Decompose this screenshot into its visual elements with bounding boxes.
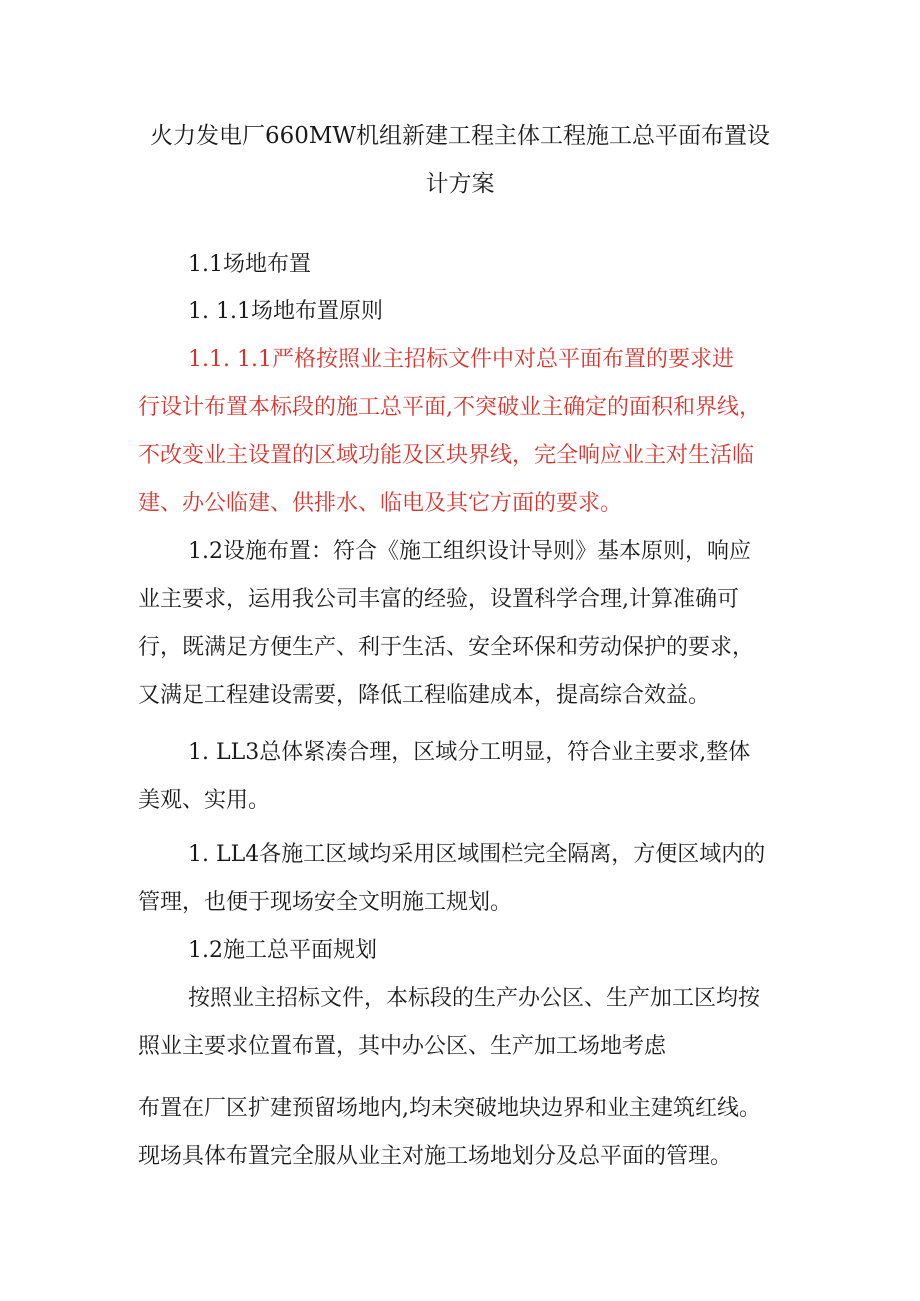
heading-1-1-1: 1. 1.1场地布置原则 [188, 299, 383, 324]
heading-1-2: 1.2施工总平面规划 [188, 938, 377, 963]
paragraph-line: 现场具体布置完全服从业主对施工场地划分及总平面的管理。 [138, 1144, 733, 1169]
paragraph-line: 布置在厂区扩建预留场地内,均未突破地块边界和业主建筑红线。 [138, 1096, 761, 1121]
paragraph-line: 1. LL3总体紧凑合理，区域分工明显，符合业主要求,整体 [188, 740, 751, 765]
title-line-1: 火力发电厂660MW机组新建工程主体工程施工总平面布置设 [149, 123, 771, 149]
paragraph-line: 行设计布置本标段的施工总平面,不突破业主确定的面积和界线， [138, 395, 761, 420]
paragraph-line: 又满足工程建设需要，降低工程临建成本，提高综合效益。 [138, 683, 711, 708]
title-line-2: 计方案 [425, 171, 495, 197]
paragraph-line: 管理，也便于现场安全文明施工规划。 [138, 890, 513, 915]
paragraph-line: 不改变业主设置的区域功能及区块界线，完全响应业主对生活临 [138, 443, 755, 468]
paragraph-line: 行，既满足方便生产、利于生活、安全环保和劳动保护的要求， [138, 635, 755, 660]
paragraph-line: 1.2设施布置：符合《施工组织设计导则》基本原则，响应 [188, 539, 751, 564]
heading-1-1: 1.1场地布置 [188, 252, 311, 277]
paragraph-line: 美观、实用。 [138, 788, 271, 813]
paragraph-line: 建、办公临建、供排水、临电及其它方面的要求。 [138, 491, 623, 516]
paragraph-line: 业主要求，运用我公司丰富的经验，设置科学合理,计算准确可 [138, 587, 739, 612]
document-title [138, 112, 782, 208]
paragraph-line: 1.1. 1.1严格按照业主招标文件中对总平面布置的要求进 [188, 347, 734, 372]
paragraph-line: 照业主要求位置布置，其中办公区、生产加工场地考虑 [138, 1034, 667, 1059]
paragraph-line: 1. LL4各施工区域均采用区域围栏完全隔离，方便区域内的 [188, 842, 766, 867]
paragraph-line: 按照业主招标文件，本标段的生产办公区、生产加工区均按 [188, 986, 761, 1011]
